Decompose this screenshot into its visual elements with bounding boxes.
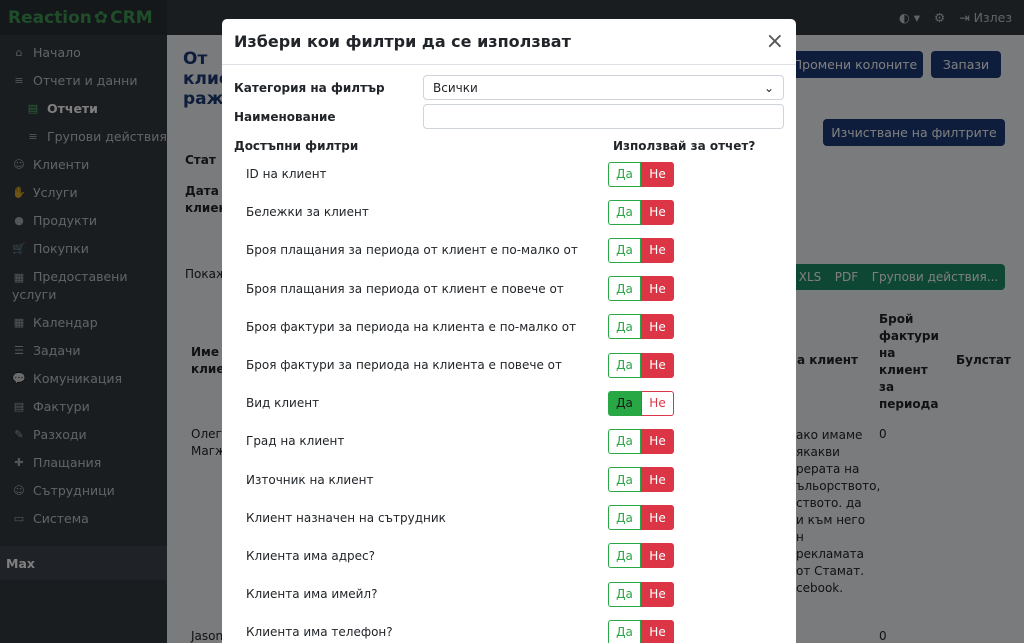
filter-row — [234, 537, 784, 575]
filter-row — [234, 308, 784, 346]
available-filters-header: Достъпни филтри — [234, 139, 359, 153]
filter-name: Клиент назначен на сътрудник — [246, 510, 446, 525]
yes-button[interactable]: Да — [608, 582, 641, 607]
no-button[interactable]: Не — [641, 276, 674, 301]
use-filter-toggle — [608, 582, 674, 607]
filter-row — [234, 613, 784, 643]
filter-name: Бележки за клиент — [246, 205, 369, 220]
name-input[interactable] — [423, 104, 784, 129]
filter-row — [234, 422, 784, 460]
name-row — [234, 104, 784, 129]
filter-row — [234, 499, 784, 537]
yes-button[interactable]: Да — [608, 429, 641, 454]
use-filter-toggle — [608, 429, 674, 454]
no-button[interactable]: Не — [641, 353, 674, 378]
yes-button[interactable]: Да — [608, 162, 641, 187]
filter-select-modal — [222, 19, 796, 643]
modal-title: Избери кои филтри да се използват — [234, 32, 571, 51]
filter-row — [234, 384, 784, 422]
yes-button[interactable]: Да — [608, 543, 641, 568]
yes-button[interactable]: Да — [608, 391, 641, 416]
use-filter-toggle — [608, 162, 674, 187]
filter-name: Броя фактури за периода на клиента е повече от — [246, 358, 562, 373]
no-button[interactable]: Не — [641, 505, 674, 530]
yes-button[interactable]: Да — [608, 314, 641, 339]
filter-name: Град на клиент — [246, 434, 345, 449]
filter-name: Клиента има адрес? — [246, 548, 376, 563]
no-button[interactable]: Не — [641, 162, 674, 187]
yes-button[interactable]: Да — [608, 467, 641, 492]
yes-button[interactable]: Да — [608, 353, 641, 378]
no-button[interactable]: Не — [641, 543, 674, 568]
use-filter-toggle — [608, 505, 674, 530]
use-filter-toggle — [608, 620, 674, 643]
filters-list — [234, 155, 784, 643]
filter-name: Броя плащания за периода от клиент е по-малко от — [246, 243, 578, 258]
yes-button[interactable]: Да — [608, 276, 641, 301]
filter-row — [234, 461, 784, 499]
no-button[interactable]: Не — [641, 620, 674, 643]
use-filter-toggle — [608, 238, 674, 263]
modal-body — [222, 65, 796, 643]
category-select[interactable] — [423, 75, 784, 100]
close-icon[interactable]: × — [765, 28, 784, 54]
no-button[interactable]: Не — [641, 200, 674, 225]
no-button[interactable]: Не — [641, 467, 674, 492]
filter-row — [234, 231, 784, 269]
category-value: Всички — [433, 80, 478, 95]
no-button[interactable]: Не — [641, 429, 674, 454]
filter-row — [234, 270, 784, 308]
name-label: Наименование — [234, 109, 336, 124]
use-filter-toggle — [608, 391, 674, 416]
no-button[interactable]: Не — [641, 314, 674, 339]
category-label: Категория на филтър — [234, 80, 385, 95]
yes-button[interactable]: Да — [608, 620, 641, 643]
filter-name: Броя плащания за периода от клиент е повече от — [246, 281, 564, 296]
use-filter-toggle — [608, 353, 674, 378]
filter-row — [234, 155, 784, 193]
no-button[interactable]: Не — [641, 391, 674, 416]
modal-header — [222, 19, 796, 65]
category-row — [234, 75, 784, 100]
chevron-down-icon: ⌄ — [763, 80, 774, 95]
filter-row — [234, 575, 784, 613]
use-filter-toggle — [608, 543, 674, 568]
use-filter-toggle — [608, 200, 674, 225]
use-for-report-header: Използвай за отчет? — [613, 139, 756, 153]
filter-name: ID на клиент — [246, 167, 327, 182]
yes-button[interactable]: Да — [608, 505, 641, 530]
filter-name: Броя фактури за периода на клиента е по-малко от — [246, 319, 577, 334]
filter-name: Вид клиент — [246, 396, 320, 411]
filter-row — [234, 193, 784, 231]
no-button[interactable]: Не — [641, 238, 674, 263]
yes-button[interactable]: Да — [608, 238, 641, 263]
filter-name: Източник на клиент — [246, 472, 374, 487]
use-filter-toggle — [608, 314, 674, 339]
filter-name: Клиента има телефон? — [246, 625, 393, 640]
filters-header — [234, 139, 784, 153]
use-filter-toggle — [608, 276, 674, 301]
filter-row — [234, 346, 784, 384]
filter-name: Клиента има имейл? — [246, 587, 378, 602]
use-filter-toggle — [608, 467, 674, 492]
no-button[interactable]: Не — [641, 582, 674, 607]
yes-button[interactable]: Да — [608, 200, 641, 225]
